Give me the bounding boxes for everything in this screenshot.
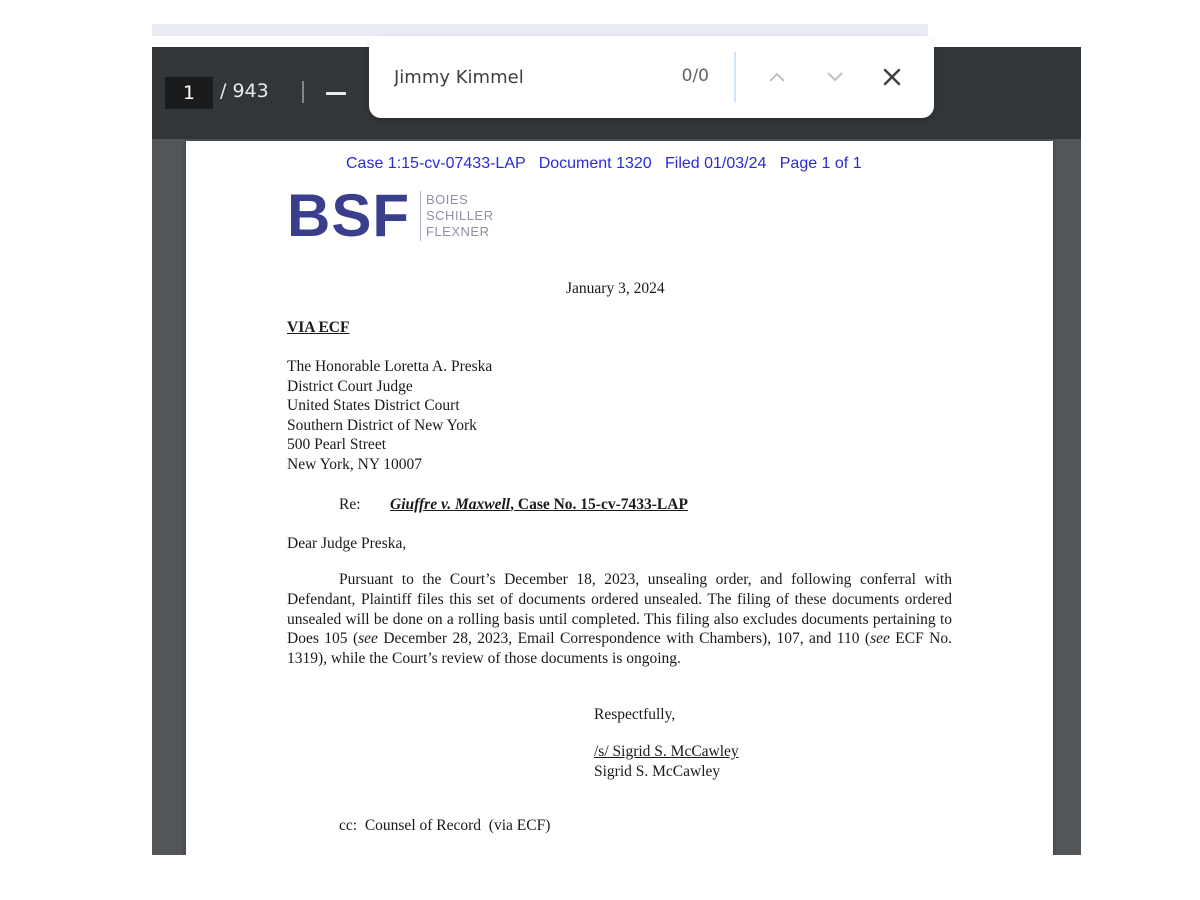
address-line: The Honorable Loretta A. Preska xyxy=(287,358,493,375)
signer-name: Sigrid S. McCawley xyxy=(594,763,721,780)
body-text: December 28, 2023, Email Correspondence with Chambers), 107, and 110 ( xyxy=(377,630,871,648)
case-header: Case 1:15-cv-07433-LAP Document 1320 Filed 01/03/24 Page 1 of 1 xyxy=(346,155,862,172)
case-number: , Case No. 15-cv-7433-LAP xyxy=(510,496,688,513)
find-close-button[interactable] xyxy=(877,62,907,92)
salutation: Dear Judge Preska, xyxy=(287,535,407,552)
address-line: United States District Court xyxy=(287,397,460,414)
body-text: ECF No. 1319), while the Court’s review of those documents is ongoing. xyxy=(287,630,952,668)
signature-line: /s/ Sigrid S. McCawley xyxy=(594,743,739,760)
letter-date: January 3, 2024 xyxy=(566,280,665,297)
body-text-italic: see xyxy=(358,630,378,648)
chevron-down-icon xyxy=(825,71,845,83)
body-paragraph xyxy=(287,570,952,669)
logo-letters: BSF xyxy=(287,182,410,249)
toolbar-divider xyxy=(302,81,304,103)
address-line: Southern District of New York xyxy=(287,416,477,434)
logo-word: SCHILLER xyxy=(426,208,494,223)
minus-icon xyxy=(326,92,346,95)
firm-logo xyxy=(287,182,494,249)
logo-word: BOIES xyxy=(426,192,469,207)
close-icon xyxy=(882,67,902,87)
address-line: 500 Pearl Street xyxy=(287,436,387,453)
logo-divider xyxy=(420,191,421,241)
find-input[interactable] xyxy=(394,62,654,92)
find-match-count: 0/0 xyxy=(681,66,709,86)
logo-words xyxy=(426,192,494,240)
find-previous-button[interactable] xyxy=(762,62,792,92)
address-line: District Court Judge xyxy=(287,377,413,395)
address-line: New York, NY 10007 xyxy=(287,455,423,473)
logo-word: FLEXNER xyxy=(426,224,490,239)
page-total: / 943 xyxy=(220,80,269,102)
closing: Respectfully, xyxy=(594,706,676,723)
re-subject xyxy=(390,495,688,515)
find-next-button[interactable] xyxy=(820,62,850,92)
chevron-up-icon xyxy=(767,71,787,83)
recipient-address xyxy=(287,357,492,474)
delivery-method: VIA ECF xyxy=(287,319,350,336)
find-divider xyxy=(734,52,736,102)
zoom-out-button[interactable] xyxy=(324,81,348,105)
cc-line: cc: Counsel of Record (via ECF) xyxy=(339,817,551,834)
find-bar xyxy=(369,36,934,118)
re-label: Re: xyxy=(339,496,361,513)
page-number-input[interactable] xyxy=(165,77,213,109)
case-name: Giuffre v. Maxwell xyxy=(390,496,511,513)
body-text: Pursuant to the Court’s December 18, 2023, unsealing order, and following conferral with Defendant, Plaintiff files this set of documents ordered unsealed. The filing of these documents ordered unsealed will be done on a rolling basis until completed. This filing also excludes documents pertaining to Does 105 ( xyxy=(287,571,952,648)
browser-top-strip xyxy=(152,24,928,36)
body-text-italic: see xyxy=(870,630,890,648)
